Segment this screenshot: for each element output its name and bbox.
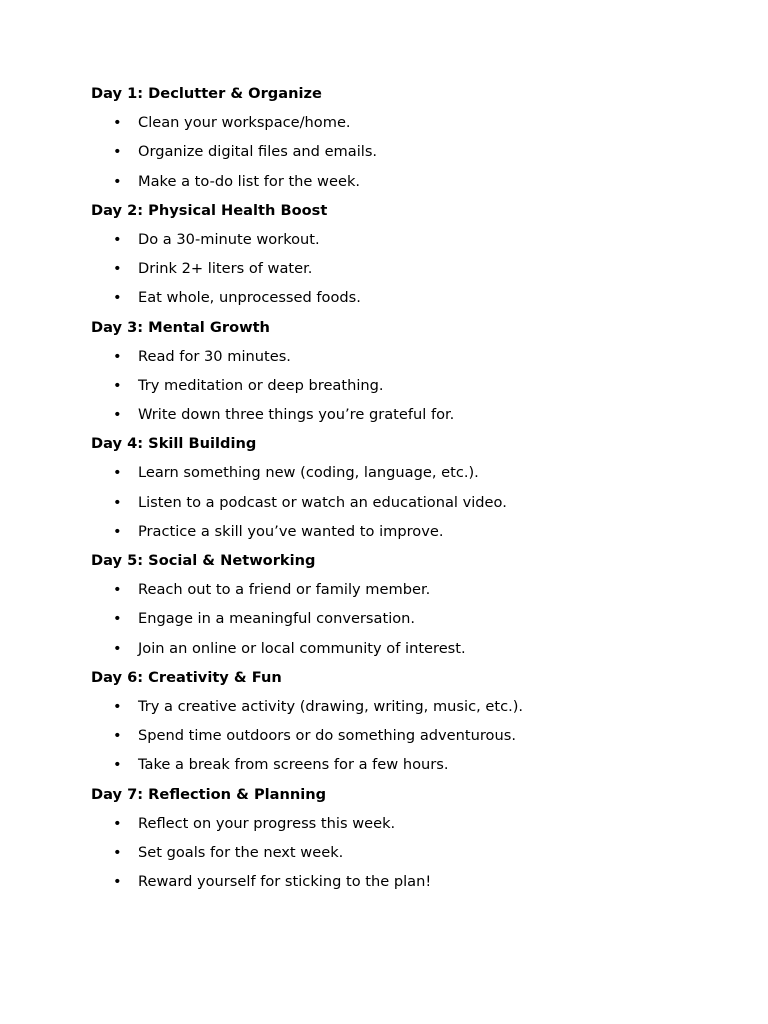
day-section: [91, 785, 711, 893]
bullet-icon: •: [113, 172, 122, 190]
bullet-icon: •: [113, 289, 122, 307]
day-section: [91, 434, 711, 542]
task-text: Spend time outdoors or do something adventurous.: [138, 727, 516, 745]
bullet-icon: •: [113, 406, 122, 424]
task-text: Try a creative activity (drawing, writing, music, etc.).: [138, 697, 524, 715]
task-list: [91, 113, 711, 191]
task-text: Reach out to a friend or family member.: [138, 581, 431, 599]
task-item: [91, 288, 711, 308]
task-text: Set goals for the next week.: [138, 843, 344, 861]
bullet-icon: •: [113, 814, 122, 832]
task-list: [91, 230, 711, 308]
bullet-icon: •: [113, 610, 122, 628]
task-text: Engage in a meaningful conversation.: [138, 610, 416, 628]
day-section: [91, 201, 711, 309]
task-item: [91, 726, 711, 746]
day-heading: Day 6: Creativity & Fun: [91, 668, 282, 686]
bullet-icon: •: [113, 581, 122, 599]
bullet-icon: •: [113, 727, 122, 745]
task-item: [91, 493, 711, 513]
bullet-icon: •: [113, 522, 122, 540]
task-text: Make a to-do list for the week.: [138, 172, 361, 190]
task-item: [91, 872, 711, 892]
task-list: [91, 814, 711, 892]
task-text: Organize digital files and emails.: [138, 143, 378, 161]
task-text: Take a break from screens for a few hours.: [138, 756, 449, 774]
day-heading: Day 2: Physical Health Boost: [91, 201, 328, 219]
day-section: [91, 318, 711, 426]
task-text: Join an online or local community of interest.: [138, 639, 466, 657]
bullet-icon: •: [113, 376, 122, 394]
bullet-icon: •: [113, 260, 122, 278]
task-item: [91, 697, 711, 717]
task-list: [91, 463, 711, 541]
task-item: [91, 113, 711, 133]
task-item: [91, 814, 711, 834]
task-text: Try meditation or deep breathing.: [138, 376, 384, 394]
task-item: [91, 259, 711, 279]
task-text: Reflect on your progress this week.: [138, 814, 396, 832]
task-text: Listen to a podcast or watch an educational video.: [138, 493, 507, 511]
task-item: [91, 376, 711, 396]
task-list: [91, 697, 711, 775]
day-section: [91, 84, 711, 192]
task-text: Read for 30 minutes.: [138, 347, 291, 365]
task-text: Reward yourself for sticking to the plan!: [138, 873, 432, 891]
bullet-icon: •: [113, 843, 122, 861]
bullet-icon: •: [113, 143, 122, 161]
task-item: [91, 142, 711, 162]
task-item: [91, 405, 711, 425]
bullet-icon: •: [113, 230, 122, 248]
bullet-icon: •: [113, 639, 122, 657]
task-item: [91, 230, 711, 250]
task-text: Eat whole, unprocessed foods.: [138, 289, 361, 307]
day-heading: Day 4: Skill Building: [91, 435, 257, 453]
bullet-icon: •: [113, 493, 122, 511]
task-item: [91, 755, 711, 775]
task-list: [91, 347, 711, 425]
bullet-icon: •: [113, 464, 122, 482]
document-body: [91, 84, 711, 901]
task-text: Drink 2+ liters of water.: [138, 260, 313, 278]
task-item: [91, 609, 711, 629]
task-text: Do a 30-minute workout.: [138, 230, 320, 248]
task-text: Learn something new (coding, language, etc.).: [138, 464, 479, 482]
task-item: [91, 522, 711, 542]
task-item: [91, 639, 711, 659]
bullet-icon: •: [113, 114, 122, 132]
day-section: [91, 551, 711, 659]
task-item: [91, 463, 711, 483]
task-text: Write down three things you’re grateful for.: [138, 406, 455, 424]
day-heading: Day 7: Reflection & Planning: [91, 785, 327, 803]
bullet-icon: •: [113, 756, 122, 774]
task-item: [91, 843, 711, 863]
day-heading: Day 5: Social & Networking: [91, 552, 316, 569]
day-section: [91, 668, 711, 776]
day-heading: Day 1: Declutter & Organize: [91, 85, 322, 102]
task-text: Practice a skill you’ve wanted to improve.: [138, 522, 444, 540]
bullet-icon: •: [113, 347, 122, 365]
task-item: [91, 172, 711, 192]
bullet-icon: •: [113, 697, 122, 715]
task-item: [91, 580, 711, 600]
task-list: [91, 580, 711, 658]
task-text: Clean your workspace/home.: [138, 114, 351, 132]
day-heading: Day 3: Mental Growth: [91, 318, 270, 336]
bullet-icon: •: [113, 873, 122, 891]
task-item: [91, 347, 711, 367]
